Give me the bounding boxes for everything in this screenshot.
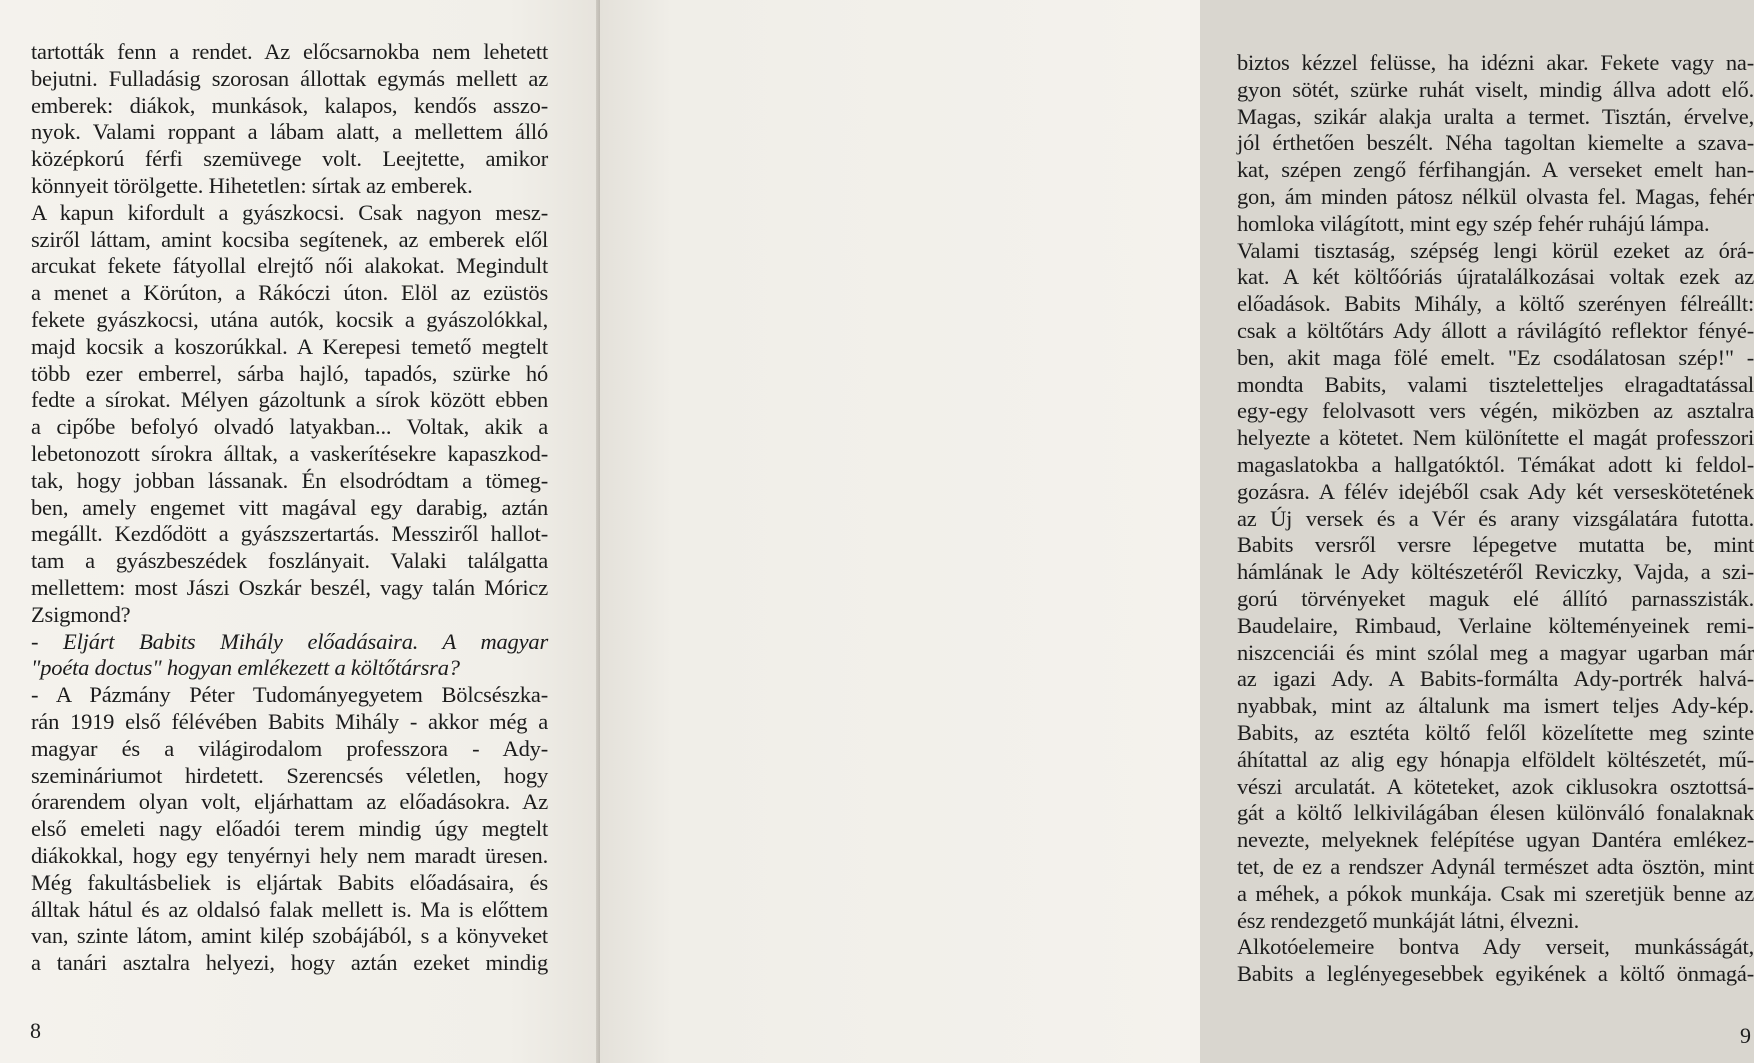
text-line: lebetonozott sírokra álltak, a vaskerítésekre kapaszkod- xyxy=(31,440,548,466)
text-line: kat, szépen zengő férfihangján. A verseket emelt han- xyxy=(1237,157,1754,183)
text-line: - Eljárt Babits Mihály előadásaira. A magyar xyxy=(31,628,548,654)
text-line: mellettem: most Jászi Oszkár beszél, vagy talán Móricz xyxy=(31,574,548,600)
text-line: homloka világított, mint egy szép fehér ruhájú lámpa. xyxy=(1237,210,1710,236)
text-line: jól érthetően beszélt. Néha tagoltan kiemelte a szava- xyxy=(1237,130,1754,156)
text-line: tartották fenn a rendet. Az előcsarnokba nem lehetett xyxy=(31,39,548,64)
text-line: Zsigmond? xyxy=(31,601,131,627)
text-line: ben, amely engemet vitt magával egy darabig, aztán xyxy=(31,494,548,520)
text-line: diákokkal, hogy egy tenyérnyi hely nem maradt üresen. xyxy=(31,842,548,868)
text-line: "poéta doctus" hogyan emlékezett a költőtársra? xyxy=(31,655,460,681)
text-line: előadások. Babits Mihály, a költő szerényen félreállt: xyxy=(1237,291,1754,317)
text-line: gozásra. A félév idejéből csak Ady két verseskötetének xyxy=(1237,478,1754,504)
text-line: bejutni. Fulladásig szorosan állottak egymás mellett az xyxy=(31,65,548,91)
text-line: gon, ám minden pátosz nélkül olvasta fel. Magas, fehér xyxy=(1237,183,1754,209)
text-line: a tanári asztalra helyezi, hogy aztán ezeket mindig xyxy=(31,950,548,976)
text-line: gyon sötét, szürke ruhát viselt, mindig állva adott elő. xyxy=(1237,76,1754,102)
text-line: Babits versről versre lépegetve mutatta be, mint xyxy=(1237,532,1754,558)
right-page-number: 9 xyxy=(1740,1023,1751,1048)
text-line: mondta Babits, valami tiszteletteljes elragadtatással xyxy=(1237,371,1754,397)
text-line: megállt. Kezdődött a gyászszertartás. Messziről hallot- xyxy=(31,521,548,547)
text-line: csak a költőtárs Ady állott a rávilágító reflektor fényé- xyxy=(1237,317,1754,343)
text-line: Alkotóelemeire bontva Ady verseit, munkásságát, xyxy=(1237,934,1754,960)
text-line: ben, akit maga fölé emelt. "Ez csodálatosan szép!" - xyxy=(1237,344,1754,370)
text-line: emberek: diákok, munkások, kalapos, kendős asszo- xyxy=(31,92,548,118)
left-page xyxy=(0,0,600,1063)
text-line: helyezte a kötetet. Nem különítette el magát professzori xyxy=(1237,425,1754,451)
text-line: áhítattal az alig egy hónapja elföldelt költészetét, mű- xyxy=(1237,746,1754,772)
text-line: a menet a Körúton, a Rákóczi úton. Elöl az ezüstös xyxy=(31,280,548,306)
text-line: rán 1919 első félévében Babits Mihály - akkor még a xyxy=(31,708,548,734)
text-line: tam a gyászbeszédek foszlányait. Valaki találgatta xyxy=(31,548,548,574)
text-line: Még fakultásbeliek is eljártak Babits előadásaira, és xyxy=(31,869,548,895)
text-line: a méhek, a pókok munkája. Csak mi szeretjük benne az xyxy=(1237,880,1754,906)
text-line: az igazi Ady. A Babits-formálta Ady-portrék halvá- xyxy=(1237,666,1754,692)
text-line: könnyeit törölgette. Hihetetlen: sírtak az emberek. xyxy=(31,172,473,198)
text-line: álltak hátul és az oldalsó falak mellett is. Ma is előttem xyxy=(31,896,548,922)
text-line: fekete gyászkocsi, utána autók, kocsik a gyászolókkal, xyxy=(31,306,548,332)
text-line: ész rendezgető munkáját látni, élvezni. xyxy=(1237,907,1580,933)
text-line: fedte a sírokat. Mélyen gázoltunk a sírok között ebben xyxy=(31,387,548,413)
text-line: órarendem olyan volt, eljárhattam az előadásokra. Az xyxy=(31,789,548,815)
text-line: Valami tisztaság, szépség lengi körül ezeket az órá- xyxy=(1237,237,1754,263)
text-line: nyabbak, mint az általunk ma ismert teljes Ady-kép. xyxy=(1237,693,1754,719)
text-line: majd kocsik a koszorúkkal. A Kerepesi temető megtelt xyxy=(31,333,548,359)
text-line: - A Pázmány Péter Tudományegyetem Bölcsészka- xyxy=(31,682,548,708)
text-line: arcukat fekete fátyollal elrejtő női alakokat. Megindult xyxy=(31,253,548,279)
text-line: Magas, szikár alakja uralta a termet. Tisztán, érvelve, xyxy=(1237,103,1754,129)
text-line: a cipőbe befolyó olvadó latyakban... Voltak, akik a xyxy=(31,414,548,440)
text-line: egy-egy felolvasott vers végén, miközben az asztalra xyxy=(1237,398,1754,424)
text-line: niszcenciái és mint szólal meg a magyar ugarban már xyxy=(1237,639,1754,665)
text-line: kat. A két költőóriás újratalálkozásai voltak ezek az xyxy=(1237,264,1754,290)
text-line: középkorú férfi szemüvege volt. Leejtette, amikor xyxy=(31,146,548,172)
text-line: az Új versek és a Vér és arany vizsgálatára futotta. xyxy=(1237,505,1754,531)
text-line: nyok. Valami roppant a lábam alatt, a mellettem álló xyxy=(31,119,548,145)
text-line: gát a költő lelkivilágában élesen különváló fonalaknak xyxy=(1237,800,1754,826)
text-line: Baudelaire, Rimbaud, Verlaine költeményeinek remi- xyxy=(1237,612,1754,638)
text-line: Babits, az esztéta költő felől közelítette meg szinte xyxy=(1237,719,1754,745)
right-page-text xyxy=(1237,50,1754,988)
text-line: első emeleti nagy előadói terem mindig úgy megtelt xyxy=(31,816,548,842)
text-line: hámlának le Ady költészetéről Reviczky, Vajda, a szi- xyxy=(1237,559,1754,585)
left-page-text xyxy=(31,39,548,977)
text-line: nevezte, melyeknek felépítése ugyan Dantéra emlékez- xyxy=(1237,827,1754,853)
text-line: Babits a leglényegesebbek egyikének a költő önmagá- xyxy=(1237,961,1754,987)
text-line: szemináriumot hirdetett. Szerencsés véletlen, hogy xyxy=(31,762,548,788)
text-line: tet, de ez a rendszer Adynál természet adta ösztön, mint xyxy=(1237,853,1754,879)
text-line: vészi arculatát. A köteteket, azok ciklusokra osztottsá- xyxy=(1237,773,1754,799)
left-page-number: 8 xyxy=(30,1018,41,1043)
right-page xyxy=(600,0,1754,1063)
text-line: A kapun kifordult a gyászkocsi. Csak nagyon mesz- xyxy=(31,199,548,225)
text-line: van, szinte látom, amint kilép szobájából, s a könyveket xyxy=(31,923,548,949)
text-line: több ezer emberrel, sárba hajló, tapadós, szürke hó xyxy=(31,360,548,386)
text-line: tak, hogy jobban lássanak. Én elsodródtam a tömeg- xyxy=(31,467,548,493)
text-line: magaslatokba a hallgatóktól. Témákat adott ki feldol- xyxy=(1237,451,1754,477)
text-line: magyar és a világirodalom professzora - Ady- xyxy=(31,735,548,761)
text-line: sziről láttam, amint kocsiba segítenek, az emberek elől xyxy=(31,226,548,252)
text-line: gorú törvényeket maguk elé állító parnasszisták. xyxy=(1237,585,1754,611)
text-line: biztos kézzel felüsse, ha idézni akar. Fekete vagy na- xyxy=(1237,50,1754,75)
